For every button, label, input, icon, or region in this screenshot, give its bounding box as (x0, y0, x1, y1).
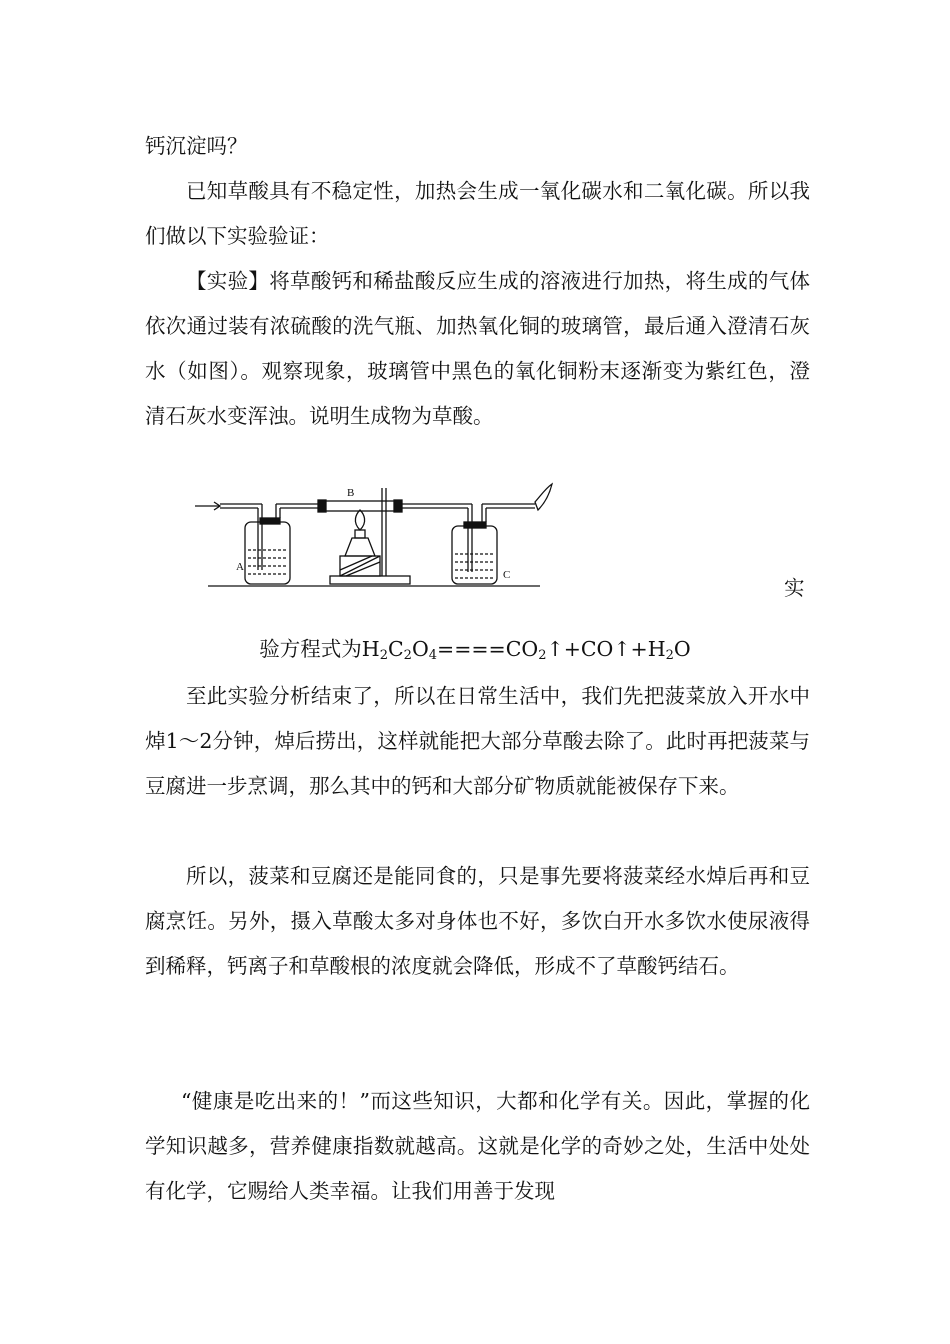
paragraph-ending: 钙沉淀吗？ (145, 134, 248, 158)
line-tail-char: 实 (784, 576, 805, 600)
equation-products-2: ↑+CO↑+H (546, 637, 666, 661)
equation-h: H (361, 637, 380, 661)
equation-sub: 4 (428, 648, 438, 663)
paragraph-known: 已知草酸具有不稳定性，加热会生成一氧化碳水和二氧化碳。所以我们做以下实验验证： (145, 179, 810, 248)
equation-sub: 2 (379, 648, 388, 663)
equation-c: C (387, 637, 404, 661)
label-c: C (503, 569, 511, 581)
equation-sub: 2 (665, 648, 674, 663)
equation-water-o: O (673, 637, 691, 661)
equation-line (0, 627, 950, 678)
paragraph-experiment: 【实验】将草酸钙和稀盐酸反应生成的溶液进行加热，将生成的气体依次通过装有浓硫酸的洗气瓶、加热氧化铜的玻璃管，最后通入澄清石灰水（如图）。观察现象，玻璃管中黑色的氧化铜粉末逐渐变为紫红色，澄清石灰水变浑浊。说明生成物为草酸。 (145, 269, 810, 428)
label-b: B (347, 487, 355, 499)
paragraph-conclude: 至此实验分析结束了，所以在日常生活中，我们先把菠菜放入开水中焯1～2分钟，焯后捞出，这样就能把大部分草酸去除了。此时再把菠菜与豆腐进一步烹调，那么其中的钙和大部分矿物质就能被保存下来。 (145, 684, 810, 798)
apparatus-diagram (190, 480, 570, 590)
apparatus-figure (190, 480, 570, 590)
label-a: A (236, 561, 244, 573)
equation-sub: 2 (403, 648, 412, 663)
equation-products: ====CO (437, 637, 539, 661)
equation-prefix: 验方程式为 (259, 637, 362, 661)
paragraph-health: “健康是吃出来的！”而这些知识，大都和化学有关。因此，掌握的化学知识越多，营养健康指数就越高。这就是化学的奇妙之处，生活中处处有化学，它赐给人类幸福。让我们用善于发现 (145, 1089, 810, 1203)
equation-sub: 2 (538, 648, 547, 663)
equation-o: O (411, 637, 429, 661)
paragraph-so: 所以，菠菜和豆腐还是能同食的，只是事先要将菠菜经水焯后再和豆腐烹饪。另外，摄入草酸太多对身体也不好，多饮白开水多饮水使尿液得到稀释，钙离子和草酸根的浓度就会降低，形成不了草酸钙结石。 (145, 864, 810, 978)
